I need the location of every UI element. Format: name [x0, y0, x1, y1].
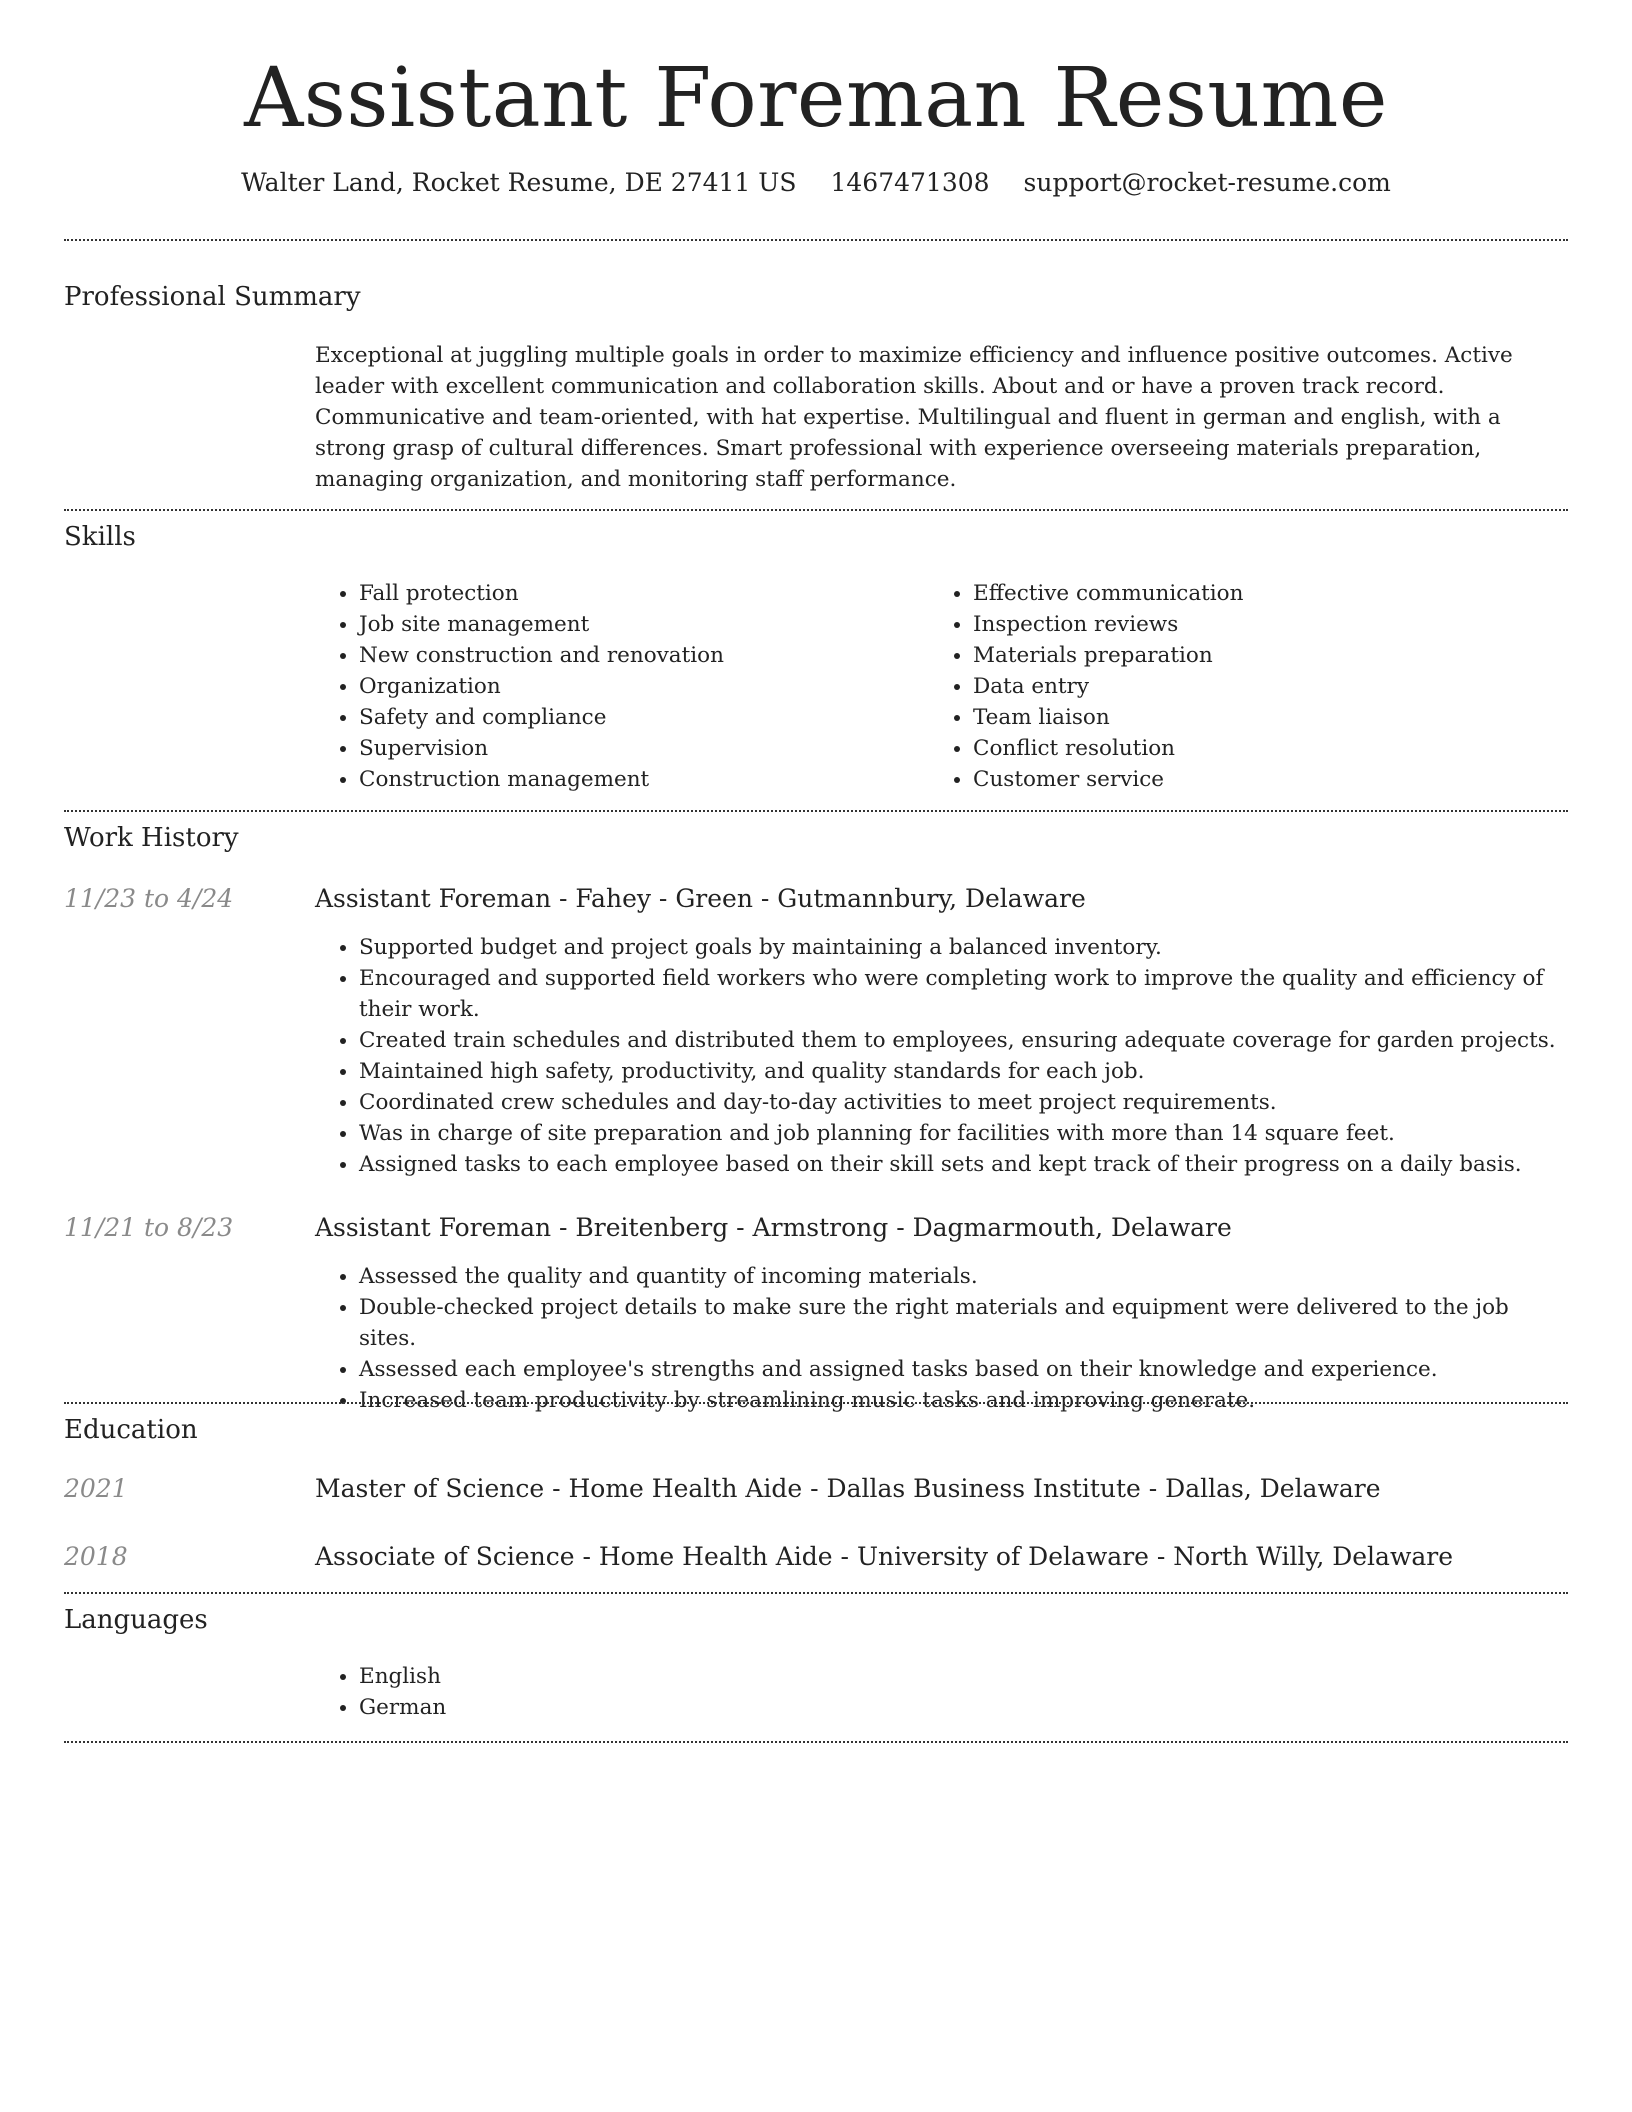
skills-right-column [929, 578, 1489, 795]
duty-item: • Supported budget and project goals by maintaining a balanced inventory. [359, 932, 1565, 963]
section-divider [64, 239, 1568, 241]
job-duties [315, 1261, 1565, 1416]
skill-item: • Job site management [359, 609, 875, 640]
job-title: Assistant Foreman - Fahey - Green - Gutmannbury, Delaware [315, 884, 1086, 913]
contact-email: support@rocket-resume.com [1023, 168, 1391, 198]
job-dates: 11/21 to 8/23 [64, 1213, 234, 1242]
duty-item: • Assessed each employee's strengths and assigned tasks based on their knowledge and experience. [359, 1354, 1565, 1385]
resume-title: Assistant Foreman Resume [244, 51, 1388, 146]
duty-item: • Assigned tasks to each employee based on their skill sets and kept track of their progress on a daily basis. [359, 1149, 1565, 1180]
duty-item: • Encouraged and supported field workers who were completing work to improve the quality and efficiency of their work. [359, 963, 1565, 1025]
education-entry: Master of Science - Home Health Aide - Dallas Business Institute - Dallas, Delaware [315, 1474, 1381, 1503]
duty-item: • Created train schedules and distributed them to employees, ensuring adequate coverage for garden projects. [359, 1025, 1565, 1056]
skill-item: • Effective communication [973, 578, 1489, 609]
summary-text: Exceptional at juggling multiple goals in order to maximize efficiency and influence positive outcomes. Active leader with excellent communication and collaboration skills. About and or have a proven track record. Communicative and team-oriented, with hat expertise. Multilingual and fluent in german and english, with a strong grasp of cultural differences. Smart professional with experience overseeing materials preparation, managing organization, and monitoring staff performance. [315, 343, 1513, 492]
contact-phone: 1467471308 [830, 168, 990, 198]
section-divider [64, 1402, 1568, 1404]
section-divider [64, 1592, 1568, 1594]
education-entry: Associate of Science - Home Health Aide - University of Delaware - North Willy, Delaware [315, 1542, 1454, 1571]
work-heading: Work History [64, 823, 239, 853]
education-heading: Education [64, 1415, 198, 1445]
skill-item: • Fall protection [359, 578, 875, 609]
language-item: • English [359, 1661, 1565, 1692]
duty-item: • Coordinated crew schedules and day-to-day activities to meet project requirements. [359, 1087, 1565, 1118]
skill-item: • Materials preparation [973, 640, 1489, 671]
skill-item: • Conflict resolution [973, 733, 1489, 764]
languages-list [315, 1661, 1565, 1723]
skill-item: • Inspection reviews [973, 609, 1489, 640]
languages-heading: Languages [64, 1605, 208, 1635]
education-year: 2021 [64, 1474, 128, 1503]
skills-left-column [315, 578, 875, 795]
duty-item: • Maintained high safety, productivity, and quality standards for each job. [359, 1056, 1565, 1087]
section-divider [64, 1741, 1568, 1743]
job-dates: 11/23 to 4/24 [64, 884, 234, 913]
skill-item: • Data entry [973, 671, 1489, 702]
skills-heading: Skills [64, 522, 136, 552]
skill-item: • Customer service [973, 764, 1489, 795]
duty-item: • Increased team productivity by streamlining music tasks and improving generate. [359, 1385, 1565, 1416]
duty-item: • Was in charge of site preparation and job planning for facilities with more than 14 square feet. [359, 1118, 1565, 1149]
education-year: 2018 [64, 1542, 128, 1571]
summary-heading: Professional Summary [64, 282, 361, 312]
skill-item: • Organization [359, 671, 875, 702]
section-divider [64, 810, 1568, 812]
skill-item: • Team liaison [973, 702, 1489, 733]
resume-header [0, 0, 1632, 197]
job-duties [315, 932, 1565, 1180]
section-divider [64, 509, 1568, 511]
contact-address: Walter Land, Rocket Resume, DE 27411 US [241, 168, 797, 198]
duty-item: • Assessed the quality and quantity of incoming materials. [359, 1261, 1565, 1292]
job-title: Assistant Foreman - Breitenberg - Armstrong - Dagmarmouth, Delaware [315, 1213, 1232, 1242]
skill-item: • Construction management [359, 764, 875, 795]
language-item: • German [359, 1692, 1565, 1723]
skill-item: • Supervision [359, 733, 875, 764]
skill-item: • New construction and renovation [359, 640, 875, 671]
contact-line [0, 168, 1632, 197]
duty-item: • Double-checked project details to make sure the right materials and equipment were delivered to the job sites. [359, 1292, 1565, 1354]
skill-item: • Safety and compliance [359, 702, 875, 733]
